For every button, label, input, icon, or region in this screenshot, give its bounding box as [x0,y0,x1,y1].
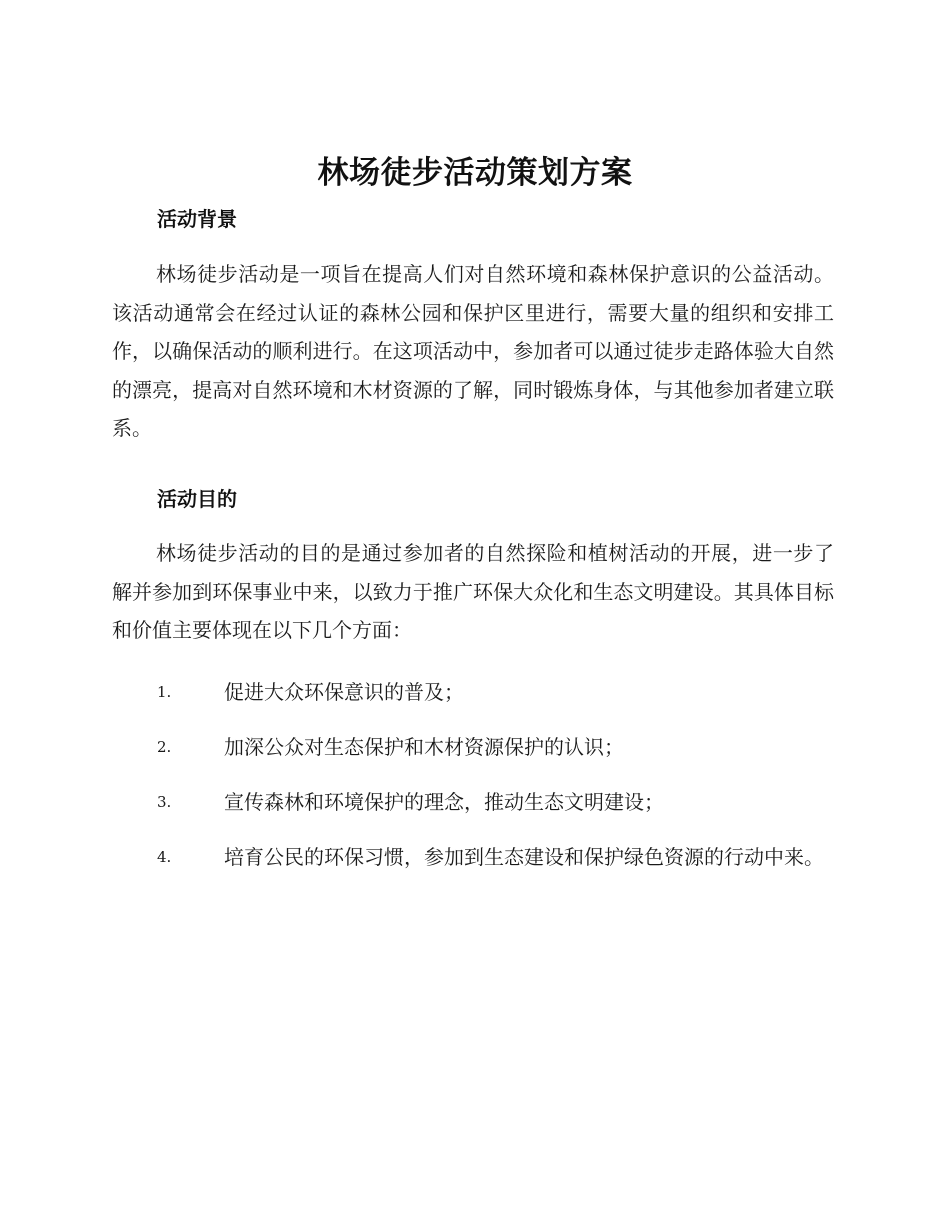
document-title: 林场徒步活动策划方案 [317,155,633,191]
list-text: 培育公民的环保习惯，参加到生态建设和保护绿色资源的行动中来。 [224,845,824,869]
section-heading-purpose: 活动目的 [157,487,237,511]
list-number: 4. [157,848,172,866]
background-paragraph: 林场徒步活动是一项旨在提高人们对自然环境和森林保护意识的公益活动。该活动通常会在经过认证的森林公园和保护区里进行，需要大量的组织和安排工作，以确保活动的顺利进行。在这项活动中，参加者可以通过徒步走路体验大自然的漂亮，提高对自然环境和木材资源的了解，同时锻炼身体，与其他参加者建立联系。 [112,262,834,441]
list-text: 加深公众对生态保护和木材资源保护的认识； [224,735,624,759]
list-text: 宣传森林和环境保护的理念，推动生态文明建设； [224,790,664,814]
list-text: 促进大众环保意识的普及； [224,680,464,704]
list-number: 1. [157,683,172,701]
list-item [112,672,834,712]
list-item [112,837,834,877]
purpose-paragraph: 林场徒步活动的目的是通过参加者的自然探险和植树活动的开展，进一步了解并参加到环保事业中来，以致力于推广环保大众化和生态文明建设。其具体目标和价值主要体现在以下几个方面： [112,541,834,643]
list-number: 3. [157,793,172,811]
list-item [112,727,834,767]
list-number: 2. [157,738,172,756]
section-heading-background: 活动背景 [157,207,237,231]
list-item [112,782,834,822]
